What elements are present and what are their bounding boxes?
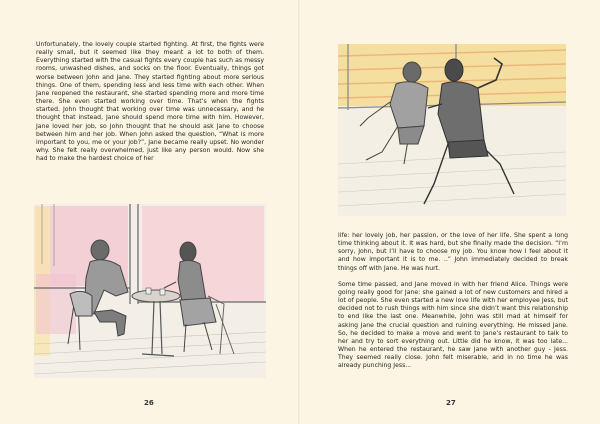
right-page: [300, 0, 600, 424]
fight-drawing: [338, 44, 566, 216]
cafe-couple-illustration: [34, 204, 266, 378]
right-paragraph-1: life: her lovely job, her passion, or the love of her life. She spent a long time thinking about it. It was hard, but she finally made the decision. “I’m sorry, John, but I’ll have to choose my job. You know how I feel about it and how important it is to me. ..” John immediately decided to break things off with Jane. He was hurt.: [338, 232, 568, 272]
left-page-text: [36, 41, 264, 163]
right-page-text: [338, 232, 568, 371]
fight-illustration: [338, 44, 566, 216]
right-paragraph-2: Some time passed, and Jane moved in with her friend Alice. Things were going really good for Jane: she gained a lot of new customers and hired a lot of people. She even started a new love life with her employee Jess, but decided not to rush things with him since she didn’t want this relationship to end like the last one. Meanwhile, John was still mad at himself for asking Jane the crucial question and ruining everything. He missed Jane. So, he decided to make a move and went to Jane’s restaurant to talk to her and try to sort everything out. Little did he know, it was too late... When he entered the restaurant, he saw Jane with another guy - Jess. They seemed really close. John felt miserable, and in no time he was already punching Jess...: [338, 280, 568, 370]
left-paragraph: Unfortunately, the lovely couple started fighting. At first, the fights were really small, but it seemed like they meant a lot to both of them. Everything started with the casual fights every couple has such as messy rooms, unwashed dishes, and socks on the floor. Eventually, things got worse between John and Jane. They started fighting about more serious things. One of them, spending less and less time with each other. When Jane reopened the restaurant, she started spending more and more time there. She even started working over time. That’s when the fights started. John thought that working over time was unnecessary, and he thought that instead, Jane should spend more time with him. However, Jane loved her job, so John thought that he should ask Jane to choose between him and her job. When John asked the question, “What is more important to you, me or your job?”, Jane became really upset. No wonder why. She felt really overwhelmed, just like any person would. Now she had to make the hardest choice of her: [36, 41, 264, 163]
cafe-couple-drawing: [34, 204, 266, 378]
page-number-left: 26: [144, 399, 154, 407]
page-number-right: 27: [446, 399, 456, 407]
